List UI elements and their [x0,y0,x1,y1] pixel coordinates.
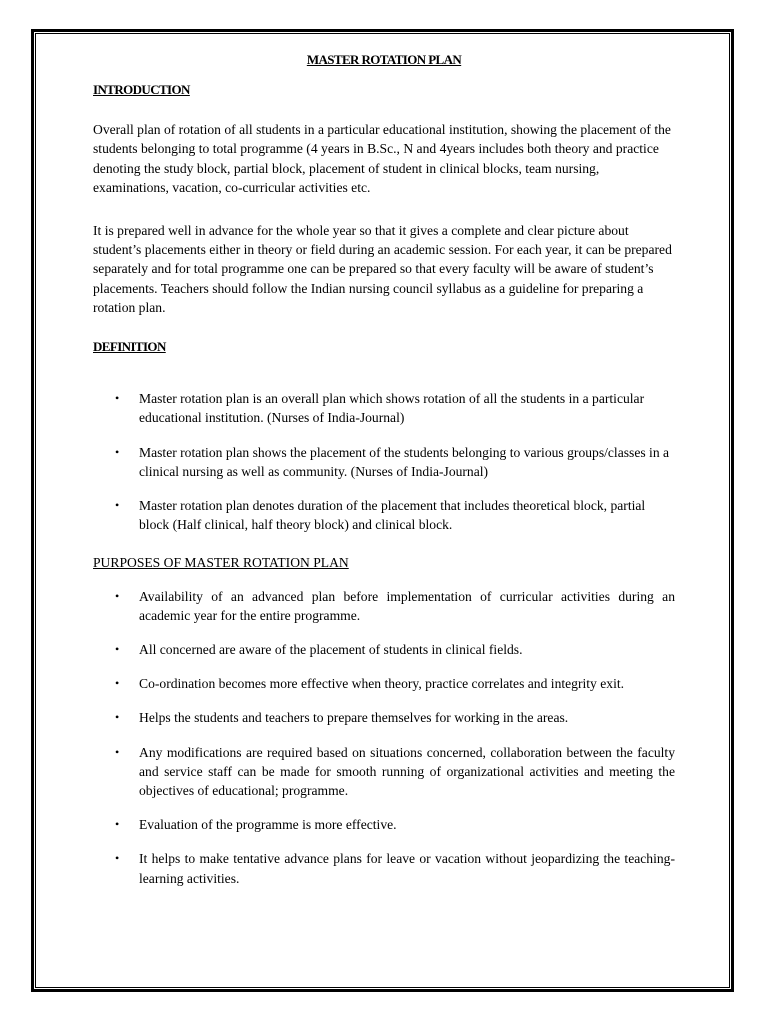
purpose-item-text: Helps the students and teachers to prepare themselves for working in the areas. [139,710,569,726]
list-item [93,849,675,887]
bullet-icon: • [115,744,120,759]
bullet-icon: • [115,642,120,657]
purpose-item-text: Any modifications are required based on situations concerned, collaboration between the faculty and service staff can be made for smooth running of organizational activities and meeting the objectives of educational; programme. [139,744,675,799]
introduction-paragraph-2: It is prepared well in advance for the whole year so that it gives a complete and clear picture about student’s placements either in theory or field during an academic session. For each year, it can be prepared separately and for total programme one can be prepared so that every faculty will be aware of student’s placements. Teachers should follow the Indian nursing council syllabus as a guideline for preparing a rotation plan. [93,223,672,315]
definition-list [93,389,675,534]
introduction-heading: INTRODUCTION [93,82,190,97]
document-body [93,50,675,888]
list-item [93,743,675,801]
purpose-item-text: All concerned are aware of the placement of students in clinical fields. [139,642,523,658]
bullet-icon: • [115,710,120,725]
purposes-heading: PURPOSES OF MASTER ROTATION PLAN [93,555,349,571]
list-item [93,708,675,727]
purpose-item-text: Co-ordination becomes more effective when theory, practice correlates and integrity exit. [139,676,625,692]
list-item [93,389,675,427]
bullet-icon: • [115,817,120,832]
bullet-icon: • [115,676,120,691]
list-item [93,674,675,693]
list-item [93,640,675,659]
definition-item-text: Master rotation plan is an overall plan which shows rotation of all the students in a particular educational institution. (Nurses of India-Journal) [139,391,645,426]
definition-heading: DEFINITION [93,339,166,355]
bullet-icon: • [115,444,120,459]
list-item [93,815,675,834]
bullet-icon: • [115,588,120,603]
introduction-paragraph-1: Overall plan of rotation of all students in a particular educational institution, showing the placement of the students belonging to total programme (4 years in B.Sc., N and 4years includes both theory and practice denoting the study block, partial block, placement of student in clinical blocks, team nursing, examinations, vacation, co-curricular activities etc. [93,122,671,195]
page-title: MASTER ROTATION PLAN [306,52,462,67]
purpose-item-text: It helps to make tentative advance plans for leave or vacation without jeopardizing the teaching- learning activities. [139,851,675,886]
bullet-icon: • [115,391,120,406]
bullet-icon: • [115,498,120,513]
purpose-item-text: Evaluation of the programme is more effective. [139,817,397,833]
list-item [93,496,675,534]
bullet-icon: • [115,851,120,866]
definition-item-text: Master rotation plan shows the placement of the students belonging to various groups/classes in a clinical nursing as well as community. (Nurses of India-Journal) [139,444,670,479]
purposes-list [93,587,675,888]
list-item [93,587,675,625]
definition-item-text: Master rotation plan denotes duration of the placement that includes theoretical block, partial block (Half clinical, half theory block) and clinical block. [139,498,646,533]
purpose-item-text: Availability of an advanced plan before implementation of curricular activities during an academic year for the entire programme. [139,588,675,623]
list-item [93,443,675,481]
